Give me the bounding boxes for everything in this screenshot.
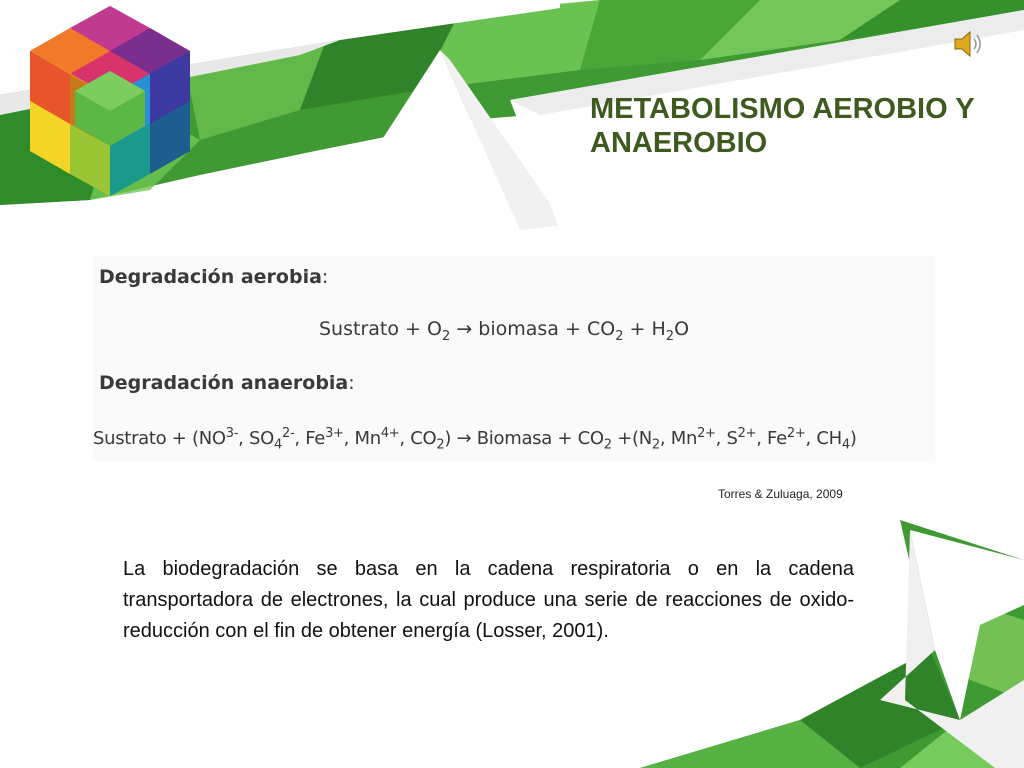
aerobic-equation: Sustrato + $O_2$ → biomasa + $CO_2 + H_2O$	[319, 318, 690, 344]
aerobic-heading: Degradación aerobia:	[99, 266, 329, 288]
anaerobic-heading: Degradación anaerobia:	[99, 372, 355, 394]
anaerobic-equation: Sustrato + ($NO^{3-}$, $SO_4^{2-}$, $Fe^{3+}$, $Mn^{4+}$, $CO_2$) → Biomasa + $CO_2 +(N_2$, $Mn^{2+}$, $S^{2+}$, $Fe^{2+}$, $CH_4$)	[93, 426, 857, 453]
speaker-icon[interactable]	[952, 28, 986, 60]
equation-citation: Torres & Zuluaga, 2009	[718, 487, 843, 501]
colored-hexagon-cube-logo	[20, 6, 200, 206]
slide-title: METABOLISMO AEROBIO Y ANAEROBIO	[590, 93, 975, 159]
body-paragraph: La biodegradación se basa en la cadena respiratoria o en la cadena transportadora de electrones, la cual produce una serie de reacciones de oxido-reducción con el fin de obtener energía (Losser, 2001).	[123, 558, 854, 642]
equations-figure	[93, 256, 935, 461]
